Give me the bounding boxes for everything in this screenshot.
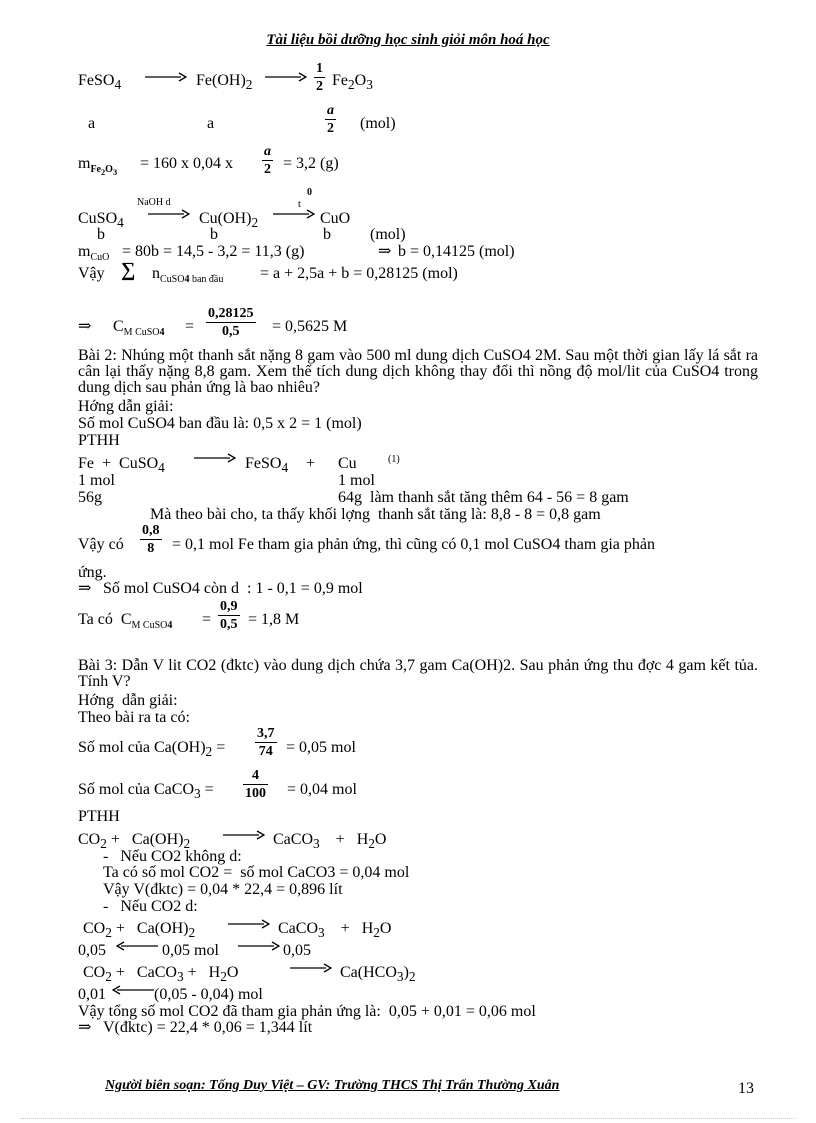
arrow-icon xyxy=(145,72,187,82)
page-header: Tài liệu bồi dưỡng học sinh giỏi môn hoá học xyxy=(266,32,550,48)
case-2: - Nếu CO2 d: xyxy=(103,898,198,915)
conc-symbol: $C_{M CuSO4}$ xyxy=(113,318,165,339)
mass-text: 56g xyxy=(78,489,102,506)
calc-result: = 1,8 M xyxy=(248,611,300,628)
implies-icon: ⇒ xyxy=(78,318,92,335)
formula-feso4: FeSO$_4$ xyxy=(245,455,289,476)
mass-text: 64g làm thanh sắt tăng thêm 64 - 56 = 8 gam xyxy=(338,489,629,506)
case-1: - Nếu CO2 không d: xyxy=(103,848,242,865)
fraction: $\frac{0,28125}{0,5}$ xyxy=(208,306,254,339)
mass-cuo: $m_{CuO}$ xyxy=(78,243,110,264)
arrow-icon xyxy=(223,830,265,840)
text-line: Mà theo bài cho, ta thấy khối lợng thanh sắt tăng là: 8,8 - 8 = 0,8 gam xyxy=(150,506,601,523)
mol-caco3: Số mol của CaCO$_3$ = xyxy=(78,781,214,802)
calc-result: = 0,04 mol xyxy=(287,781,357,798)
calc-result: b = 0,14125 (mol) xyxy=(398,243,515,260)
calc-result: = 0,5625 M xyxy=(272,318,348,335)
final-answer: V(đktc) = 22,4 * 0,06 = 1,344 lít xyxy=(103,1019,313,1036)
calc-text: = 80b = 14,5 - 3,2 = 11,3 (g) xyxy=(122,243,305,260)
calc-text: = 160 x 0,04 x xyxy=(140,155,234,172)
mol-a: a xyxy=(88,115,96,132)
arrow-icon xyxy=(228,919,270,929)
word-vay-co: Vậy có xyxy=(78,536,124,553)
mol-b: b xyxy=(210,226,218,243)
equation-number: (1) xyxy=(388,454,400,465)
arrow-left-icon xyxy=(112,985,154,995)
text-line: ứng. xyxy=(78,564,107,581)
formula-cuo: CuO xyxy=(320,210,351,227)
unit-mol: (mol) xyxy=(370,226,406,243)
arrow-icon xyxy=(265,72,307,82)
mol-value: 0,01 xyxy=(78,986,106,1003)
mol-b: b xyxy=(97,226,105,243)
page-footer: Người biên soạn: Tống Duy Việt – GV: Trường THCS Thị Trấn Thường Xuân xyxy=(105,1078,560,1093)
mol-text: 1 mol xyxy=(78,472,115,489)
arrow-icon xyxy=(148,209,190,219)
mass-fe2o3: $m_{Fe_2O_3}$ xyxy=(78,155,118,178)
implies-icon: ⇒ xyxy=(78,1019,92,1036)
text-line: Vậy tổng số mol CO2 đã tham gia phản ứng là: 0,05 + 0,01 = 0,06 mol xyxy=(78,1003,536,1020)
mol-a: a xyxy=(207,115,215,132)
formula-cu: Cu xyxy=(338,455,357,472)
equals: = xyxy=(202,611,212,628)
arrow-icon xyxy=(290,963,332,973)
fraction: $\frac{0,9}{0,5}$ xyxy=(220,599,238,632)
formula-feso4: FeSO$_4$ xyxy=(78,72,122,93)
products: CaCO$_3$ + $H_2O$ xyxy=(278,920,392,941)
arrow-icon xyxy=(238,941,280,951)
text-line: Vậy V(đktc) = 0,04 * 22,4 = 0,896 lít xyxy=(103,881,343,898)
arrow-left-icon xyxy=(116,941,158,951)
calc-text: = a + 2,5a + b = 0,28125 (mol) xyxy=(260,265,458,282)
equation-1: Fe + CuSO$_4$ xyxy=(78,455,165,476)
text-line: Theo bài ra ta có: xyxy=(78,709,190,726)
plus: + xyxy=(306,455,316,472)
formula-fe2o3: $Fe_2O_3$ xyxy=(332,72,373,93)
mol-value: 0,05 mol xyxy=(162,942,219,959)
mol-text: 1 mol xyxy=(338,472,375,489)
formula-cuoh2: $Cu(OH)_2$ xyxy=(199,210,259,231)
formula-feoh2: $Fe(OH)_2$ xyxy=(196,72,253,93)
implies-icon: ⇒ xyxy=(78,580,92,597)
word-vay: Vậy xyxy=(78,265,105,282)
equation-co2-caco3: $CO_2$ + CaCO$_3$ + $H_2O$ xyxy=(83,964,239,985)
mol-value: 0,05 xyxy=(283,942,311,959)
mol-b: b xyxy=(323,226,331,243)
fraction: $\frac{3,7}{74}$ xyxy=(257,726,275,759)
page-bottom-divider xyxy=(20,1118,796,1119)
problem-3: Bài 3: Dẫn V lit CO2 (đktc) vào dung dịch chứa 3,7 gam Ca(OH)2. Sau phản ứng thu đợc 4 gam kết tủa. Tính V? xyxy=(78,657,758,690)
arrow-icon xyxy=(194,453,236,463)
fraction: $\frac{4}{100}$ xyxy=(245,768,266,801)
equation-heading: PTHH xyxy=(78,808,120,825)
product-cahco3: $Ca(HCO_3)_2$ xyxy=(340,964,416,985)
page-number: 13 xyxy=(738,1080,754,1097)
unit-mol: (mol) xyxy=(360,115,396,132)
fraction: $\frac{1}{2}$ xyxy=(316,61,323,94)
equation-co2-caoh2: $CO_2 + Ca(OH)_2$ xyxy=(78,831,191,852)
mol-value: (0,05 - 0,04) mol xyxy=(154,986,263,1003)
condition-temp-degree: 0 xyxy=(307,187,312,198)
text-line: Ta có số mol CO2 = số mol CaCO3 = 0,04 mol xyxy=(103,864,410,881)
solution-heading: Hớng dẫn giải: xyxy=(78,692,178,709)
sigma-icon: ∑ xyxy=(121,259,136,281)
text-line: Số mol CuSO4 ban đầu là: 0,5 x 2 = 1 (mol) xyxy=(78,415,362,432)
equals: = xyxy=(185,318,195,335)
equation-co2-caoh2: $CO_2 + Ca(OH)_2$ xyxy=(83,920,196,941)
calc-result: = 3,2 (g) xyxy=(283,155,339,172)
fraction: $\frac{a}{2}$ xyxy=(264,144,271,177)
condition-naoh: NaOH d xyxy=(137,197,171,208)
solution-heading: Hớng dẫn giải: xyxy=(78,398,174,415)
conc-line: Ta có $C_{M CuSO4}$ xyxy=(78,611,173,632)
fraction: $\frac{a}{2}$ xyxy=(327,103,334,136)
implies-icon: ⇒ xyxy=(378,243,392,260)
problem-2: Bài 2: Nhúng một thanh sắt nặng 8 gam vào 500 ml dung dịch CuSO4 2M. Sau một thời gian lấy lá sắt ra cân lại thấy nặng 8,8 gam. Xem thể tích dung dịch không thay đổi thì nồng độ mol/lit của CuSO4 trong dung dịch sau phản ứng là bao nhiêu? xyxy=(78,347,758,396)
formula-cuso4: CuSO$_4$ xyxy=(78,210,124,231)
arrow-icon xyxy=(273,209,315,219)
sum-n: $n_{CuSO4 ban đầu}$ xyxy=(152,265,224,286)
fraction: $\frac{0,8}{8}$ xyxy=(142,523,160,556)
mol-caoh2: Số mol của $Ca(OH)_2$ = xyxy=(78,739,226,760)
condition-temp: t xyxy=(298,199,301,210)
calc-result: = 0,05 mol xyxy=(286,739,356,756)
products: CaCO$_3$ + $H_2O$ xyxy=(273,831,387,852)
mol-value: 0,05 xyxy=(78,942,106,959)
equation-heading: PTHH xyxy=(78,432,120,449)
text-line: = 0,1 mol Fe tham gia phản ứng, thì cũng có 0,1 mol CuSO4 tham gia phản xyxy=(172,536,655,553)
text-line: Số mol CuSO4 còn d : 1 - 0,1 = 0,9 mol xyxy=(103,580,363,597)
